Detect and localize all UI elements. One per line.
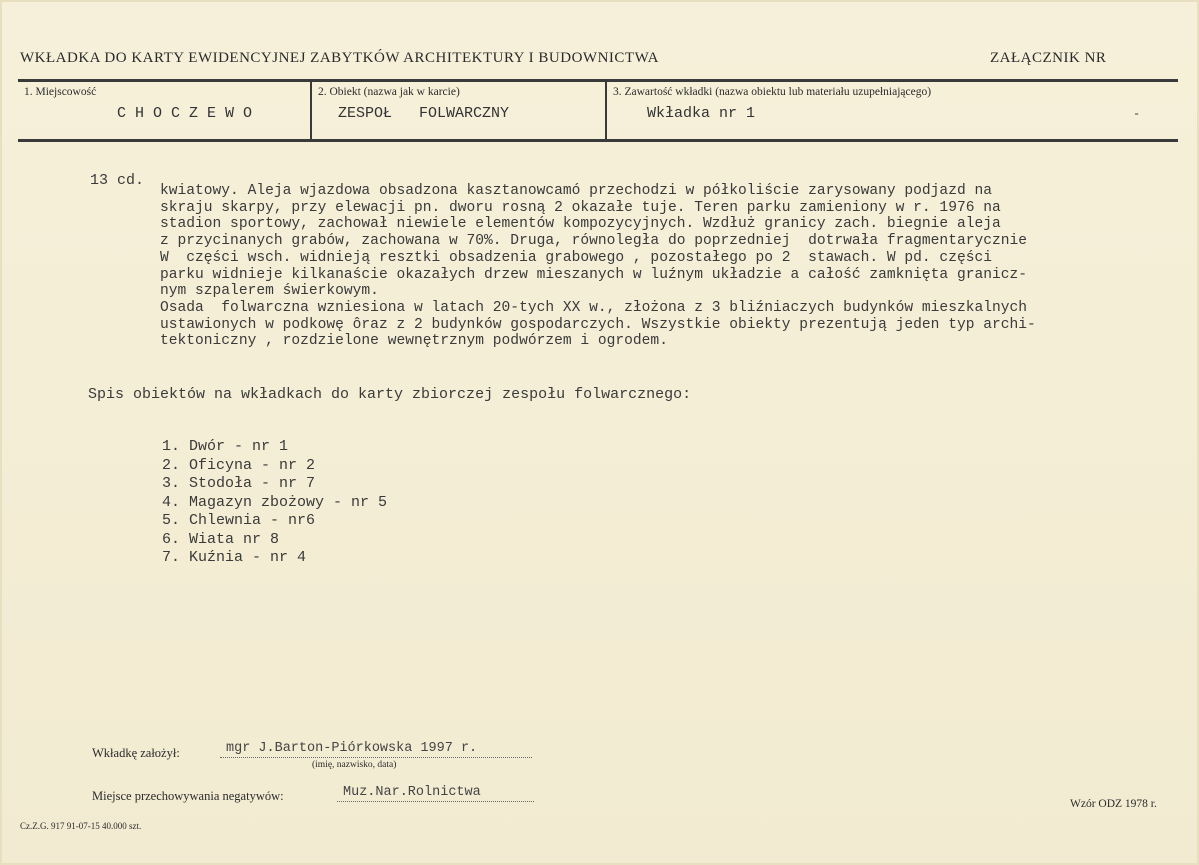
object-label: 2. Obiekt (nazwa jak w karcie) bbox=[318, 86, 460, 98]
list-item: 2. Oficyna - nr 2 bbox=[162, 456, 316, 474]
list-item: 3. Stodoła - nr 7 bbox=[162, 475, 316, 492]
founder-value: mgr J.Barton-Piórkowska 1997 r. bbox=[220, 741, 532, 758]
object-value: ZESPOŁ FOLWARCZNY bbox=[338, 105, 510, 122]
insert-content-value: Wkładka nr 1 bbox=[647, 105, 756, 122]
form-model: Wzór ODZ 1978 r. bbox=[1070, 798, 1157, 810]
description-text: kwiatowy. Aleja wjazdowa obsadzona kasztanowcamó przechodzi w półkoliście zarysowany podjazd na skraju skarpy, przy elewacji pn. dworu rosną 2 okazałe tuje. Teren parku zamieniony w r. 1976 na stadion sportowy, zachował niewiele elementów kompozycyjnych. Wzdłuż granicy zach. biegnie aleja z przycinanych grabów, zachowana w 70%. Druga, równoległa do poprzedniej dotrwała fragmentarycznie W części wsch. widnieją resztki obsadzenia grabowego , pozostałego po 2 stawach. W pd. części parku widnieje kilkanaście okazałych drzew mieszanych w luźnym układzie a całość zamknięta granicz- nym szpalerem świerkowym. Osada folwarczna wzniesiona w latach 20-tych XX w., złożona z 3 bliźniaczych budynków mieszkalnych ustawionych w podkowę ôraz z 2 budynków gospodarczych. Wszystkie obiekty prezentują jeden typ archi- tektoniczny , rozdzielone wewnętrznym podwórzem i ogrodem. bbox=[160, 183, 1036, 350]
objects-list bbox=[162, 438, 387, 568]
list-item: 1. Dwór - nr 1 bbox=[162, 438, 289, 455]
form-title: WKŁADKA DO KARTY EWIDENCYJNEJ ZABYTKÓW ARCHITEKTURY I BUDOWNICTWA bbox=[20, 50, 659, 66]
column-divider bbox=[605, 82, 607, 139]
list-item: 6. Wiata nr 8 bbox=[162, 530, 280, 548]
list-item: 4. Magazyn zbożowy - nr 5 bbox=[162, 493, 388, 511]
founder-label: Wkładkę założył: bbox=[92, 746, 180, 760]
print-code: Cz.Z.G. 917 91-07-15 40.000 szt. bbox=[20, 821, 142, 831]
founder-sub-label: (imię, nazwisko, data) bbox=[312, 760, 397, 770]
list-item: 5. Chlewnia - nr6 bbox=[162, 512, 316, 529]
column-divider bbox=[310, 82, 312, 139]
section-number: 13 cd. bbox=[90, 172, 145, 189]
storage-value: Muz.Nar.Rolnictwa bbox=[337, 785, 534, 802]
header-bottom-rule bbox=[18, 139, 1178, 142]
locality-label: 1. Miejscowość bbox=[24, 86, 97, 98]
insert-content-label: 3. Zawartość wkładki (nazwa obiektu lub materiału uzupełniającego) bbox=[613, 86, 932, 98]
storage-label: Miejsce przechowywania negatywów: bbox=[92, 789, 284, 803]
objects-list-title: Spis obiektów na wkładkach do karty zbiorczej zespołu folwarcznego: bbox=[88, 386, 692, 403]
locality-value: C H O C Z E W O bbox=[117, 105, 253, 122]
header-top-rule bbox=[18, 79, 1178, 82]
list-item: 7. Kuźnia - nr 4 bbox=[162, 549, 307, 566]
annex-label: ZAŁĄCZNIK NR bbox=[990, 50, 1107, 66]
dash-mark: - bbox=[1133, 107, 1141, 121]
